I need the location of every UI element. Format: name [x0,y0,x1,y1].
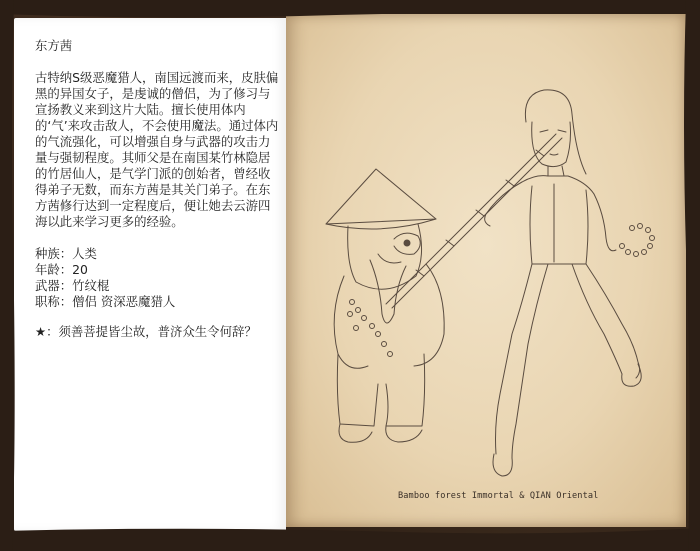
stat-age: 年龄：20 [35,262,88,277]
illustration-caption: Bamboo forest Immortal & QIAN Oriental [398,491,599,501]
character-bio: 古特纳S级恶魔猎人，南国远渡而来，皮肤偏黑的异国女子，是虔诚的僧侣，为了修习与宣扬教义来到这片大陆。擅长使用体内的‘气’来攻击敌人，不会使用魔法。通过体内的气流强化，可以增强自身与武器的攻击力量与强韧程度。其师父是在南国某竹林隐居的竹居仙人，是气学门派的创始者，曾经收得弟子无数，而东方茜是其关门弟子。在东方茜修行达到一定程度后，便让她去云游四海以此来学习更多的经验。 [35,70,279,229]
stat-race: 种族：人类 [35,246,97,261]
character-stats [35,246,281,310]
character-sketch [286,14,686,527]
stat-weapon: 武器：竹纹棍 [35,278,110,293]
character-name: 东方茜 [35,38,73,53]
monk-woman-figure [485,90,655,476]
character-profile [35,38,281,340]
illustration-page [286,14,686,527]
text-page [14,18,286,531]
stat-title: 职称：僧侣 资深恶魔猎人 [35,294,176,309]
character-quote: ★：须善菩提皆尘故，普济众生令何辞？ [35,324,257,339]
sage-figure [326,169,444,442]
bamboo-staff [386,134,562,308]
